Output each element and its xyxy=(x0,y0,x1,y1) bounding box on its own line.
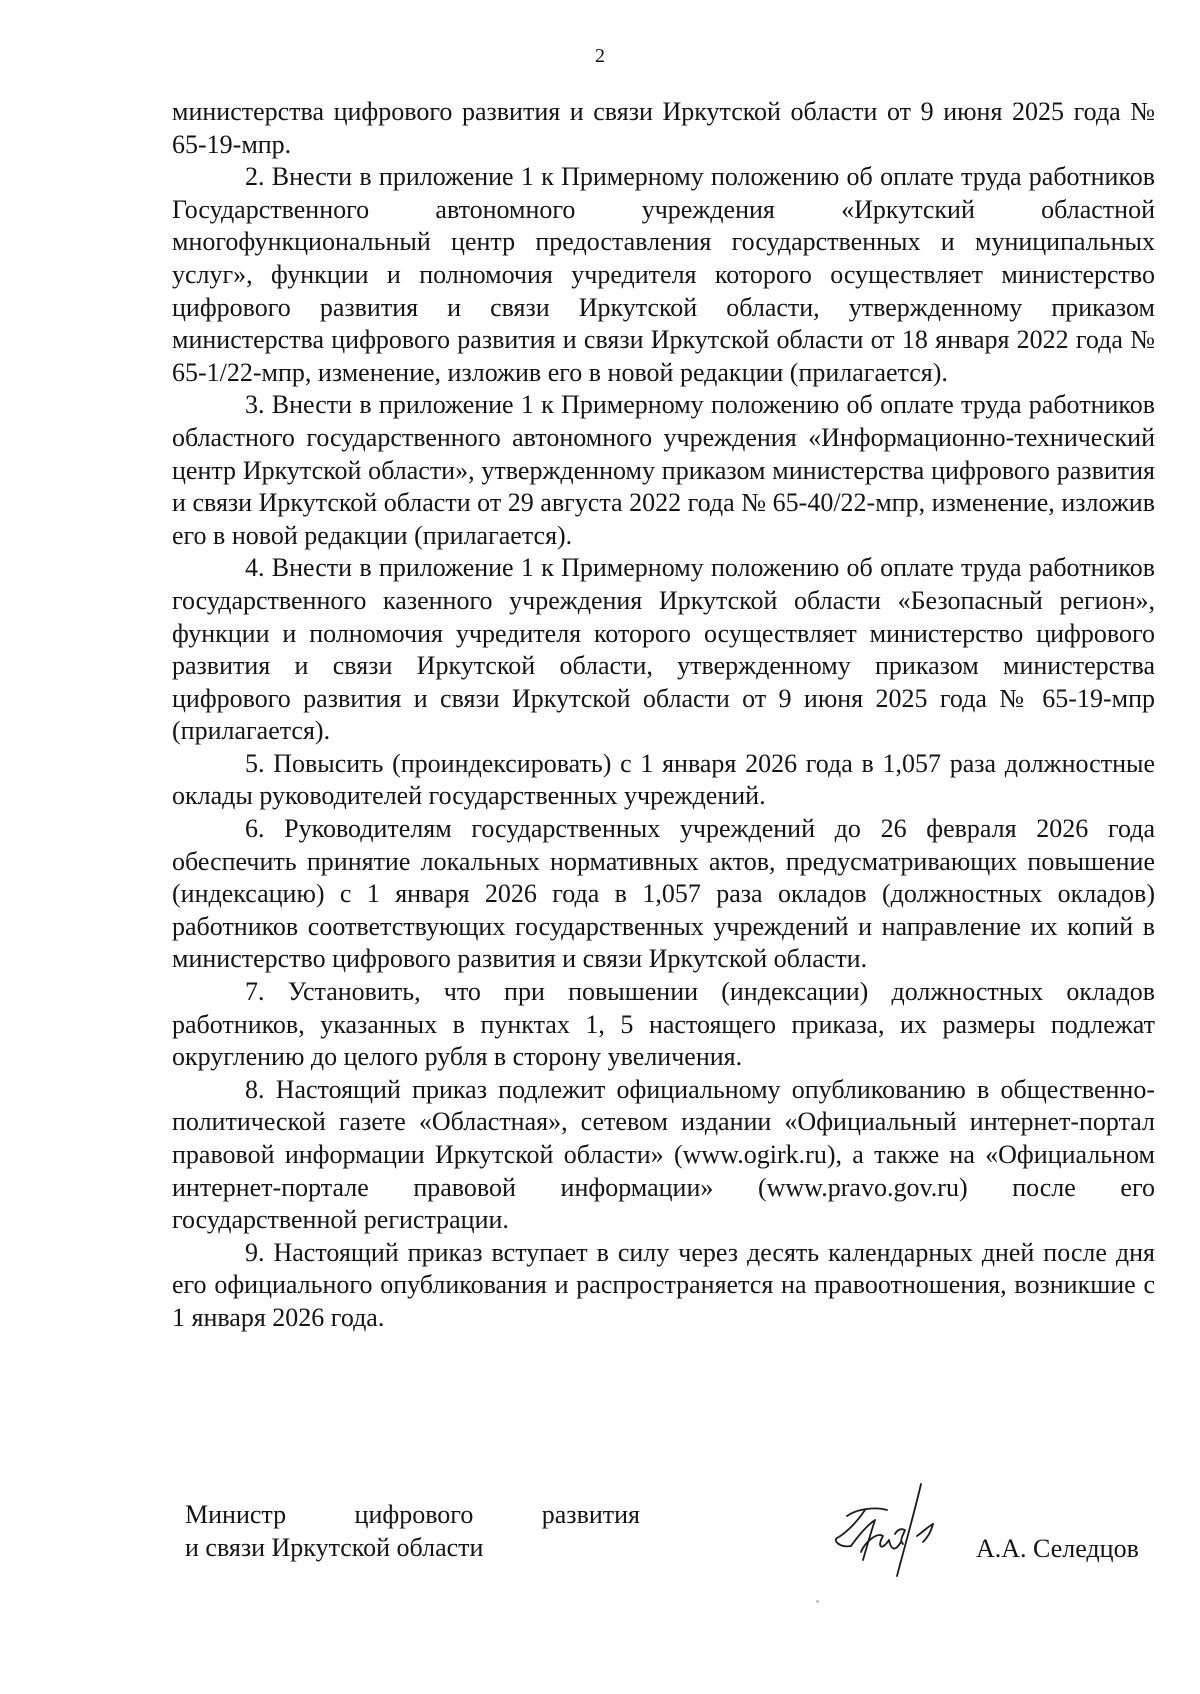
paragraph-item-8: 8. Настоящий приказ подлежит официальному опубликованию в общественно-политической газете «Областная», сетевом издании «Официальный интернет-портал правовой информации Иркутской области» (www.ogirk.ru), а также на «Официальном интернет-портале правовой информации» (www.pravo.gov.ru) после его государственной регистрации. xyxy=(172,1074,1155,1235)
paragraph-item-6: 6. Руководителям государственных учреждений до 26 февраля 2026 года обеспечить принятие локальных нормативных актов, предусматривающих повышение (индексацию) с 1 января 2026 года в 1,057 раза окладов (должностных окладов) работников соответствующих государственных учреждений и направление их копий в министерство цифрового развития и связи Иркутской области. xyxy=(172,814,1155,974)
paragraph-continuation: министерства цифрового развития и связи Иркутской области от 9 июня 2025 года № 65-19-мпр. xyxy=(172,97,1155,159)
signatory-title-line-2: и связи Иркутской области xyxy=(185,1533,484,1562)
signatory-title-line-1: Министр цифрового развития xyxy=(185,1500,640,1529)
paragraph-item-2: 2. Внести в приложение 1 к Примерному положению об оплате труда работников Государственного автономного учреждения «Иркутский областной многофункциональный центр предоставления государственных и муниципальных услуг», функции и полномочия учредителя которого осуществляет министерство цифрового развития и связи Иркутской области, утвержденному приказом министерства цифрового развития и связи Иркутской области от 18 января 2022 года № 65-1/22-мпр, изменение, изложив его в новой редакции (прилагается). xyxy=(172,162,1155,387)
signatory-title xyxy=(185,1498,640,1564)
signatory-name: А.А. Селедцов xyxy=(976,1534,1139,1563)
page-number: 2 xyxy=(595,45,605,67)
handwritten-signature xyxy=(825,1480,955,1590)
paragraph-item-7: 7. Установить, что при повышении (индексации) должностных окладов работников, указанных в пунктах 1, 5 настоящего приказа, их размеры подлежат округлению до целого рубля в сторону увеличения. xyxy=(172,977,1155,1072)
scan-speck xyxy=(816,1600,819,1603)
paragraph-item-9: 9. Настоящий приказ вступает в силу через десять календарных дней после дня его официального опубликования и распространяется на правоотношения, возникшие с 1 января 2026 года. xyxy=(172,1237,1155,1332)
paragraph-item-3: 3. Внести в приложение 1 к Примерному положению об оплате труда работников областного государственного автономного учреждения «Информационно-технический центр Иркутской области», утвержденному приказом министерства цифрового развития и связи Иркутской области от 29 августа 2022 года № 65-40/22-мпр, изменение, изложив его в новой редакции (прилагается). xyxy=(172,390,1155,550)
document-body xyxy=(172,96,1155,1335)
paragraph-item-5: 5. Повысить (проиндексировать) с 1 января 2026 года в 1,057 раза должностные оклады руководителей государственных учреждений. xyxy=(172,748,1155,811)
paragraph-item-4: 4. Внести в приложение 1 к Примерному положению об оплате труда работников государственного казенного учреждения Иркутской области «Безопасный регион», функции и полномочия учредителя которого осуществляет министерство цифрового развития и связи Иркутской области, утвержденному приказом министерства цифрового развития и связи Иркутской области от 9 июня 2025 года № 65-19-мпр (прилагается). xyxy=(172,553,1155,746)
